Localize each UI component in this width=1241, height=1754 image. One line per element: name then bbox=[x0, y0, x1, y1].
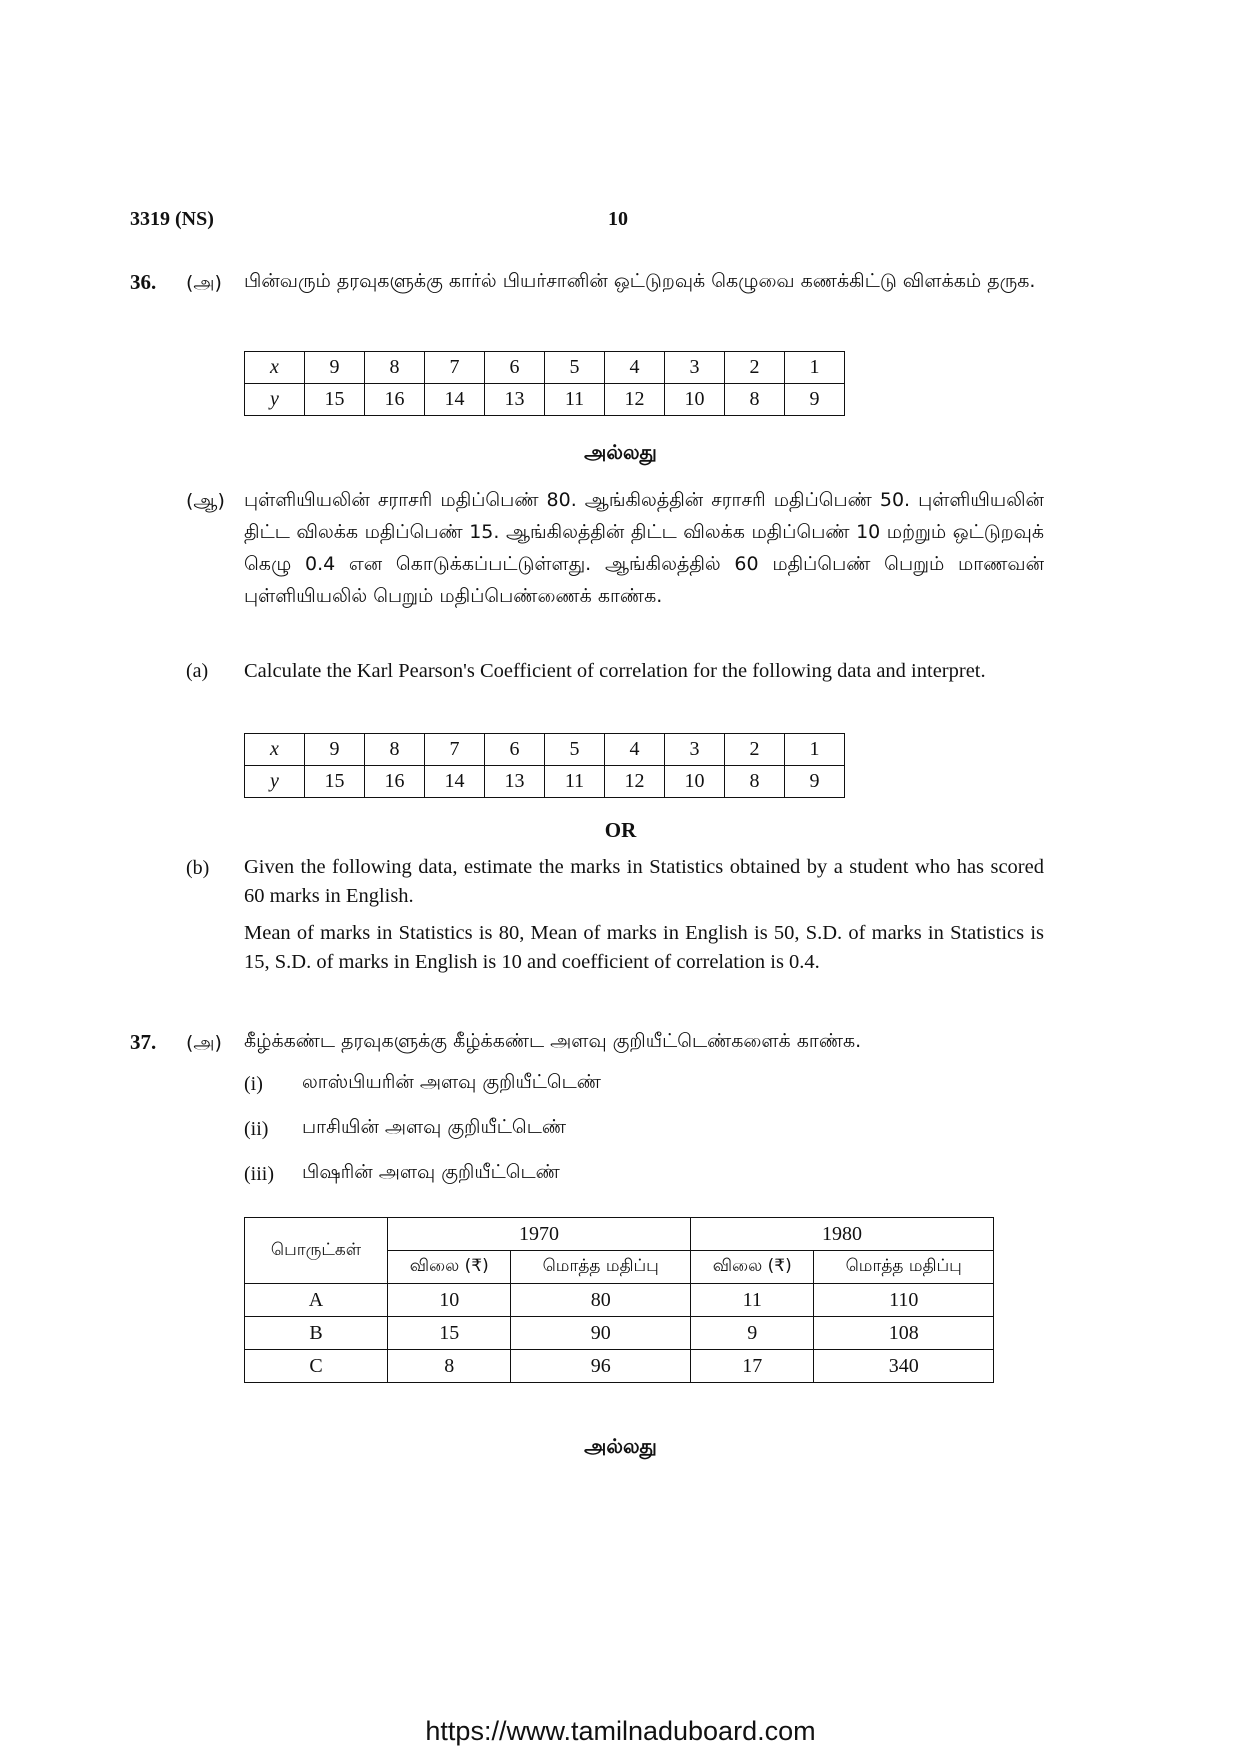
x-cell: 8 bbox=[365, 352, 425, 384]
y-cell: 8 bbox=[725, 766, 785, 798]
q36-en-b-label: (b) bbox=[186, 857, 210, 879]
x-cell: 5 bbox=[545, 734, 605, 766]
price-1970-cell: 10 bbox=[388, 1284, 511, 1317]
y-cell: 8 bbox=[725, 384, 785, 416]
price-1980-cell: 9 bbox=[691, 1317, 814, 1350]
q37-item-ii-text: பாசியின் அளவு குறியீட்டெண் bbox=[302, 1116, 567, 1138]
table-row-x bbox=[245, 352, 845, 384]
table-row bbox=[245, 1317, 994, 1350]
q37-item-i-text: லாஸ்பியரின் அளவு குறியீட்டெண் bbox=[302, 1071, 601, 1093]
q37-item-i-label: (i) bbox=[244, 1073, 263, 1095]
value-1970-cell: 80 bbox=[511, 1284, 691, 1317]
q36-en-b-text1: Given the following data, estimate the marks in Statistics obtained by a student who has scored 60 marks in English. bbox=[244, 856, 1044, 907]
or-separator-en: OR bbox=[604, 818, 637, 842]
q36-ta-b-text: புள்ளியியலின் சராசரி மதிப்பெண் 80. ஆங்கிலத்தின் சராசரி மதிப்பெண் 50. புள்ளியியலின் திட்ட விலக்க மதிப்பெண் 15. ஆங்கிலத்தின் திட்ட விலக்க மதிப்பெண் 10 மற்றும் ஒட்டுறவுக் கெழு 0.4 என கொடுக்கப்பட்டுள்ளது. ஆங்கிலத்தில் 60 மதிப்பெண் பெறும் மாணவன் புள்ளியியலில் பெறும் மதிப்பெண்ணைக் காண்க. bbox=[244, 489, 1044, 607]
q37-item-ii-label: (ii) bbox=[244, 1118, 269, 1140]
x-cell: 7 bbox=[425, 734, 485, 766]
x-label: x bbox=[245, 734, 305, 766]
y-cell: 9 bbox=[785, 384, 845, 416]
value-1980-cell: 110 bbox=[814, 1284, 994, 1317]
table-row bbox=[245, 1350, 994, 1383]
value-1970-cell: 90 bbox=[511, 1317, 691, 1350]
year-1970-header: 1970 bbox=[388, 1218, 691, 1251]
commodity-cell: B bbox=[245, 1317, 388, 1350]
y-label: y bbox=[245, 766, 305, 798]
y-cell: 16 bbox=[365, 766, 425, 798]
or-separator-ta: அல்லது bbox=[584, 440, 657, 464]
y-label: y bbox=[245, 384, 305, 416]
year-1980-header: 1980 bbox=[691, 1218, 994, 1251]
q36-ta-a-text: பின்வரும் தரவுகளுக்கு கார்ல் பியர்சானின் ஒட்டுறவுக் கெழுவை கணக்கிட்டு விளக்கம் தருக. bbox=[244, 270, 1036, 292]
price-1970-cell: 15 bbox=[388, 1317, 511, 1350]
y-cell: 16 bbox=[365, 384, 425, 416]
x-cell: 7 bbox=[425, 352, 485, 384]
footer-url: https://www.tamilnaduboard.com bbox=[425, 1716, 816, 1746]
q36-en-b-text2: Mean of marks in Statistics is 80, Mean of marks in English is 50, S.D. of marks in Statistics is 15, S.D. of marks in English is 10 and coefficient of correlation is 0.4. bbox=[244, 922, 1044, 973]
q36-en-a-text: Calculate the Karl Pearson's Coefficient of correlation for the following data and interpret. bbox=[244, 660, 986, 682]
question-37-number: 37. bbox=[130, 1030, 157, 1054]
value-1980-cell: 340 bbox=[814, 1350, 994, 1383]
x-cell: 4 bbox=[605, 734, 665, 766]
y-cell: 12 bbox=[605, 384, 665, 416]
y-cell: 15 bbox=[305, 384, 365, 416]
commodity-cell: C bbox=[245, 1350, 388, 1383]
x-label: x bbox=[245, 352, 305, 384]
x-cell: 1 bbox=[785, 352, 845, 384]
x-cell: 6 bbox=[485, 352, 545, 384]
x-cell: 5 bbox=[545, 352, 605, 384]
price-1980-cell: 11 bbox=[691, 1284, 814, 1317]
table-row-y bbox=[245, 766, 845, 798]
q37-ta-a-text: கீழ்க்கண்ட தரவுகளுக்கு கீழ்க்கண்ட அளவு குறியீட்டெண்களைக் காண்க. bbox=[244, 1030, 862, 1052]
x-cell: 8 bbox=[365, 734, 425, 766]
q37-index-table bbox=[244, 1217, 994, 1383]
y-cell: 13 bbox=[485, 766, 545, 798]
x-cell: 9 bbox=[305, 734, 365, 766]
price-header: விலை (₹) bbox=[691, 1251, 814, 1284]
table-row-y bbox=[245, 384, 845, 416]
q36-ta-data-table bbox=[244, 351, 845, 416]
q36-en-data-table bbox=[244, 733, 845, 798]
q36-ta-a-label: (அ) bbox=[186, 272, 222, 294]
x-cell: 3 bbox=[665, 352, 725, 384]
price-1970-cell: 8 bbox=[388, 1350, 511, 1383]
total-value-header: மொத்த மதிப்பு bbox=[511, 1251, 691, 1284]
y-cell: 11 bbox=[545, 766, 605, 798]
x-cell: 6 bbox=[485, 734, 545, 766]
paper-code: 3319 (NS) bbox=[130, 208, 214, 230]
table-row-x bbox=[245, 734, 845, 766]
x-cell: 2 bbox=[725, 734, 785, 766]
commodity-header: பொருட்கள் bbox=[245, 1218, 388, 1284]
total-value-header: மொத்த மதிப்பு bbox=[814, 1251, 994, 1284]
y-cell: 14 bbox=[425, 384, 485, 416]
page-number: 10 bbox=[608, 208, 628, 230]
question-36-number: 36. bbox=[130, 270, 157, 294]
commodity-cell: A bbox=[245, 1284, 388, 1317]
x-cell: 1 bbox=[785, 734, 845, 766]
y-cell: 11 bbox=[545, 384, 605, 416]
q37-ta-a-label: (அ) bbox=[186, 1032, 222, 1054]
price-1980-cell: 17 bbox=[691, 1350, 814, 1383]
q37-item-iii-text: பிஷரின் அளவு குறியீட்டெண் bbox=[302, 1161, 560, 1183]
x-cell: 2 bbox=[725, 352, 785, 384]
x-cell: 4 bbox=[605, 352, 665, 384]
y-cell: 10 bbox=[665, 384, 725, 416]
table-row bbox=[245, 1284, 994, 1317]
y-cell: 13 bbox=[485, 384, 545, 416]
table-header-row bbox=[245, 1218, 994, 1251]
value-1980-cell: 108 bbox=[814, 1317, 994, 1350]
y-cell: 15 bbox=[305, 766, 365, 798]
y-cell: 10 bbox=[665, 766, 725, 798]
x-cell: 9 bbox=[305, 352, 365, 384]
x-cell: 3 bbox=[665, 734, 725, 766]
y-cell: 14 bbox=[425, 766, 485, 798]
or-separator-ta-2: அல்லது bbox=[584, 1434, 657, 1458]
y-cell: 12 bbox=[605, 766, 665, 798]
price-header: விலை (₹) bbox=[388, 1251, 511, 1284]
y-cell: 9 bbox=[785, 766, 845, 798]
q36-ta-b-label: (ஆ) bbox=[186, 490, 225, 512]
q36-en-a-label: (a) bbox=[186, 660, 209, 682]
q37-item-iii-label: (iii) bbox=[244, 1163, 274, 1185]
value-1970-cell: 96 bbox=[511, 1350, 691, 1383]
